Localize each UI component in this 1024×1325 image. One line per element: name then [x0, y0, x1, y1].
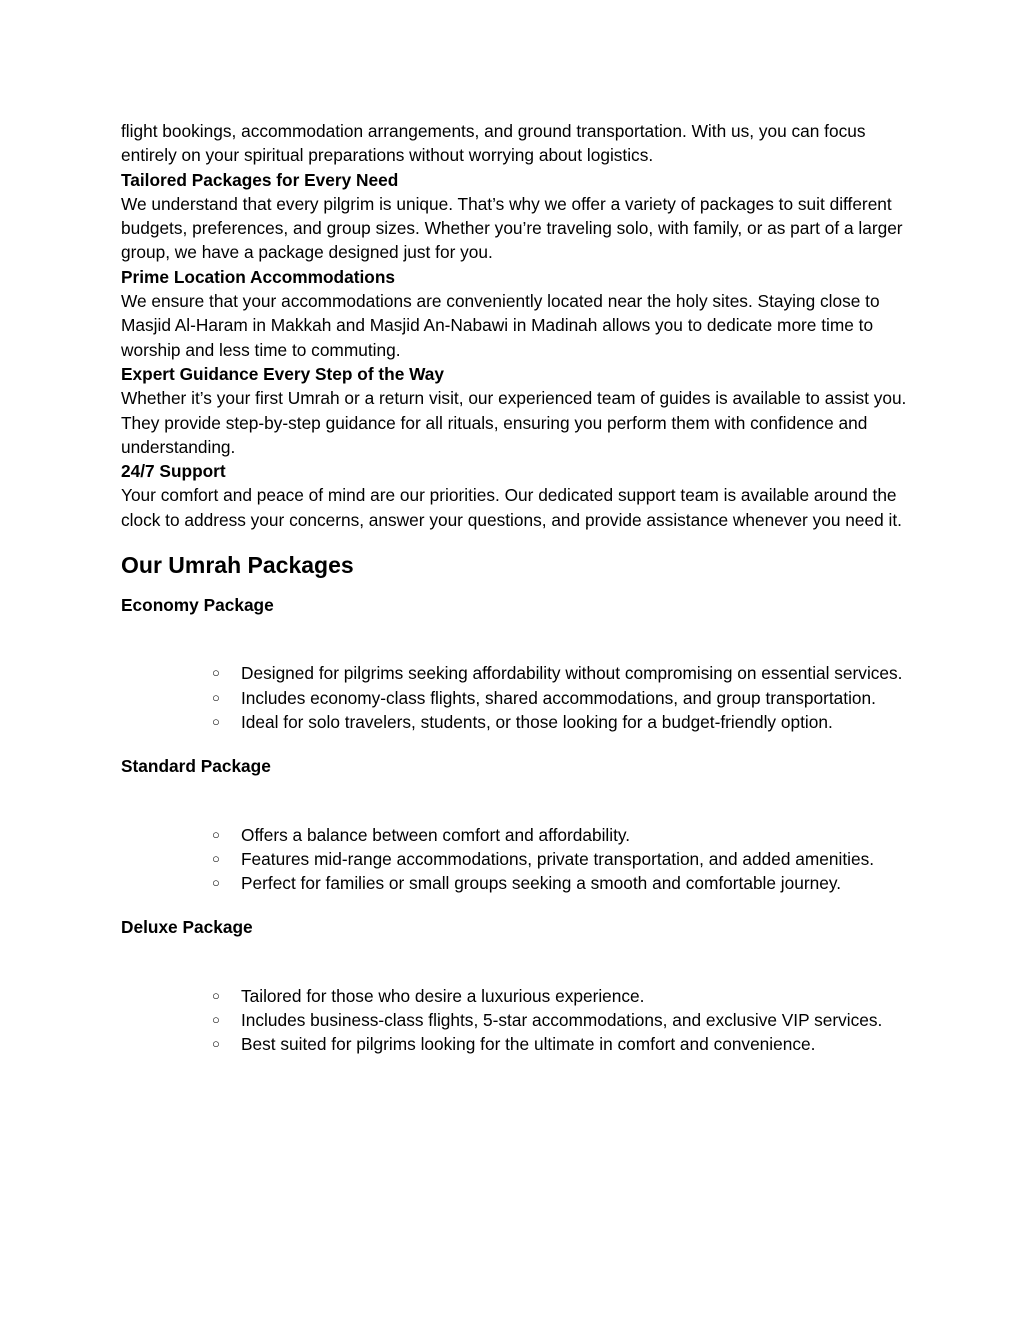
list-item: [212, 686, 911, 710]
list-item-text: Best suited for pilgrims looking for the ultimate in comfort and convenience.: [241, 1034, 816, 1055]
package-list-deluxe: [121, 984, 911, 1057]
intro-paragraph: flight bookings, accommodation arrangements, and ground transportation. With us, you can focus entirely on your spiritual preparations without worrying about logistics.: [121, 121, 866, 166]
circle-bullet-icon: ○: [212, 826, 220, 842]
list-item: [212, 710, 911, 734]
package-title-standard: Standard Package: [121, 756, 271, 777]
list-item: [212, 1008, 911, 1032]
list-item: [212, 1032, 911, 1056]
list-item: [212, 823, 911, 847]
package-list-standard: [121, 823, 911, 896]
feature-heading: Tailored Packages for Every Need: [121, 169, 399, 190]
list-item: [212, 661, 911, 685]
circle-bullet-icon: ○: [212, 987, 220, 1003]
circle-bullet-icon: ○: [212, 1012, 220, 1028]
feature-body: Your comfort and peace of mind are our priorities. Our dedicated support team is available around the clock to address your concerns, answer your questions, and provide assistance whenever you need it.: [121, 485, 902, 530]
feature-support: [121, 459, 911, 532]
feature-heading: 24/7 Support: [121, 461, 226, 482]
list-item-text: Includes business-class flights, 5-star accommodations, and exclusive VIP services.: [241, 1010, 883, 1031]
feature-body: Whether it’s your first Umrah or a return visit, our experienced team of guides is available to assist you. They provide step-by-step guidance for all rituals, ensuring you perform them with confidence and understanding.: [121, 388, 907, 457]
list-item: [212, 847, 911, 871]
section-heading-packages: Our Umrah Packages: [121, 552, 354, 579]
circle-bullet-icon: ○: [212, 713, 220, 729]
circle-bullet-icon: ○: [212, 875, 220, 891]
package-list-economy: [121, 661, 911, 734]
circle-bullet-icon: ○: [212, 850, 220, 866]
feature-body: We understand that every pilgrim is unique. That’s why we offer a variety of packages to suit different budgets, preferences, and group sizes. Whether you’re traveling solo, with family, or as part of a larger group, we have a package designed just for you.: [121, 193, 903, 263]
feature-body: We ensure that your accommodations are conveniently located near the holy sites. Staying close to Masjid Al-Haram in Makkah and Masjid An-Nabawi in Madinah allows you to dedicate more time to worship and less time to commuting.: [121, 291, 880, 360]
list-item-text: Offers a balance between comfort and affordability.: [241, 824, 631, 845]
list-item-text: Perfect for families or small groups seeking a smooth and comfortable journey.: [241, 873, 841, 894]
list-item-text: Designed for pilgrims seeking affordability without compromising on essential services.: [241, 663, 903, 684]
package-title-economy: Economy Package: [121, 595, 274, 616]
circle-bullet-icon: ○: [212, 665, 220, 681]
list-item-text: Ideal for solo travelers, students, or those looking for a budget-friendly option.: [241, 711, 833, 732]
package-title-deluxe: Deluxe Package: [121, 917, 253, 938]
feature-tailored-packages: [121, 168, 911, 265]
list-item: [212, 984, 911, 1008]
feature-expert-guidance: [121, 362, 911, 459]
list-item: [212, 871, 911, 895]
list-item-text: Features mid-range accommodations, private transportation, and added amenities.: [241, 848, 875, 869]
circle-bullet-icon: ○: [212, 689, 220, 705]
feature-heading: Prime Location Accommodations: [121, 266, 395, 287]
list-item-text: Includes economy-class flights, shared accommodations, and group transportation.: [241, 687, 876, 708]
feature-prime-location: [121, 265, 911, 362]
feature-heading: Expert Guidance Every Step of the Way: [121, 363, 444, 384]
document-page: [121, 119, 911, 1057]
list-item-text: Tailored for those who desire a luxurious experience.: [241, 985, 645, 1006]
circle-bullet-icon: ○: [212, 1036, 220, 1052]
